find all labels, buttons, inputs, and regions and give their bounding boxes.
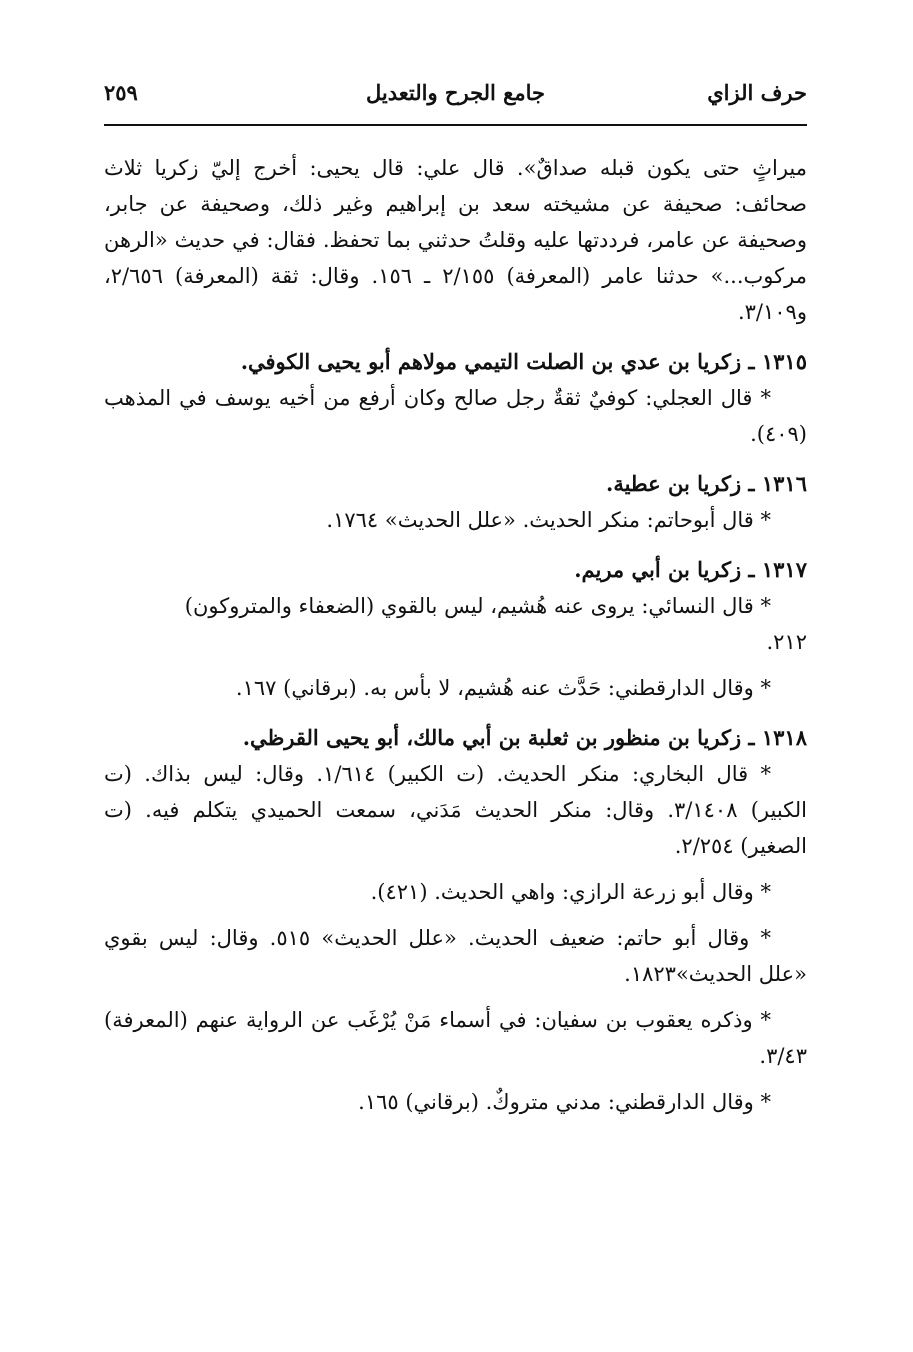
entry-1315-title: ١٣١٥ ـ زكريا بن عدي بن الصلت التيمي مولاهم أبو يحيى الكوفي. (240, 349, 807, 374)
entry-1317-note-1-tail: ٢١٢. (766, 630, 807, 654)
page-header (104, 80, 807, 118)
page-body (104, 150, 807, 1120)
entry-1315-note: * قال العجلي: كوفيٌ ثقةٌ رجل صالح وكان أرفع من أخيه يوسف في المذهب (٤٠٩). (104, 386, 807, 446)
entry-1318-note-4: * وذكره يعقوب بن سفيان: في أسماء مَنْ يُرْغَب عن الرواية عنهم (المعرفة) ٣/٤٣. (104, 1008, 807, 1068)
entry-1316-note: * قال أبوحاتم: منكر الحديث. «علل الحديث» ١٧٦٤. (326, 508, 771, 532)
book-title: جامع الجرح والتعديل (366, 80, 545, 105)
entry-1317-note-1: * قال النسائي: يروى عنه هُشيم، ليس بالقوي (الضعفاء والمتروكون) (184, 594, 771, 618)
entry-1317-note-2: * وقال الدارقطني: حَدَّث عنه هُشيم، لا بأس به. (برقاني) ١٦٧. (235, 676, 771, 700)
entry-1318-note-3: * وقال أبو حاتم: ضعيف الحديث. «علل الحديث» ٥١٥. وقال: ليس بقوي «علل الحديث»١٨٢٣. (104, 926, 807, 986)
entry-1317-title: ١٣١٧ ـ زكريا بن أبي مريم. (574, 557, 807, 582)
page-number: ٢٥٩ (104, 80, 138, 105)
entry-1318-title: ١٣١٨ ـ زكريا بن منظور بن ثعلبة بن أبي مالك، أبو يحيى القرظي. (242, 725, 807, 750)
entry-1316-title: ١٣١٦ ـ زكريا بن عطية. (606, 471, 807, 496)
continuation-paragraph: ميراثٍ حتى يكون قبله صداقٌ». قال علي: قال يحيى: أخرج إليّ زكريا ثلاث صحائف: صحيفة عن مشيخته سعد بن إبراهيم وغير ذلك، وصحيفة عن جابر، وصحيفة عن عامر، فرددتها عليه وقلتُ حدثني بما تحفظ. فقال: في حديث «الرهن مركوب...» حدثنا عامر (المعرفة) ٢/١٥٥ ـ ١٥٦. وقال: ثقة (المعرفة) ٢/٦٥٦، و٣/١٠٩. (104, 156, 807, 324)
entry-1318-note-2: * وقال أبو زرعة الرازي: واهي الحديث. (٤٢١). (370, 880, 771, 904)
chapter-title: حرف الزاي (707, 80, 807, 105)
entry-1318-note-1: * قال البخاري: منكر الحديث. (ت الكبير) ١/٦١٤. وقال: ليس بذاك. (ت الكبير) ٣/١٤٠٨. وقال: منكر الحديث مَدَني، سمعت الحميدي يتكلم فيه. (ت الصغير) ٢/٢٥٤. (104, 762, 807, 858)
header-rule (104, 124, 807, 126)
entry-1318-note-5: * وقال الدارقطني: مدني متروكٌ. (برقاني) ١٦٥. (358, 1090, 771, 1114)
